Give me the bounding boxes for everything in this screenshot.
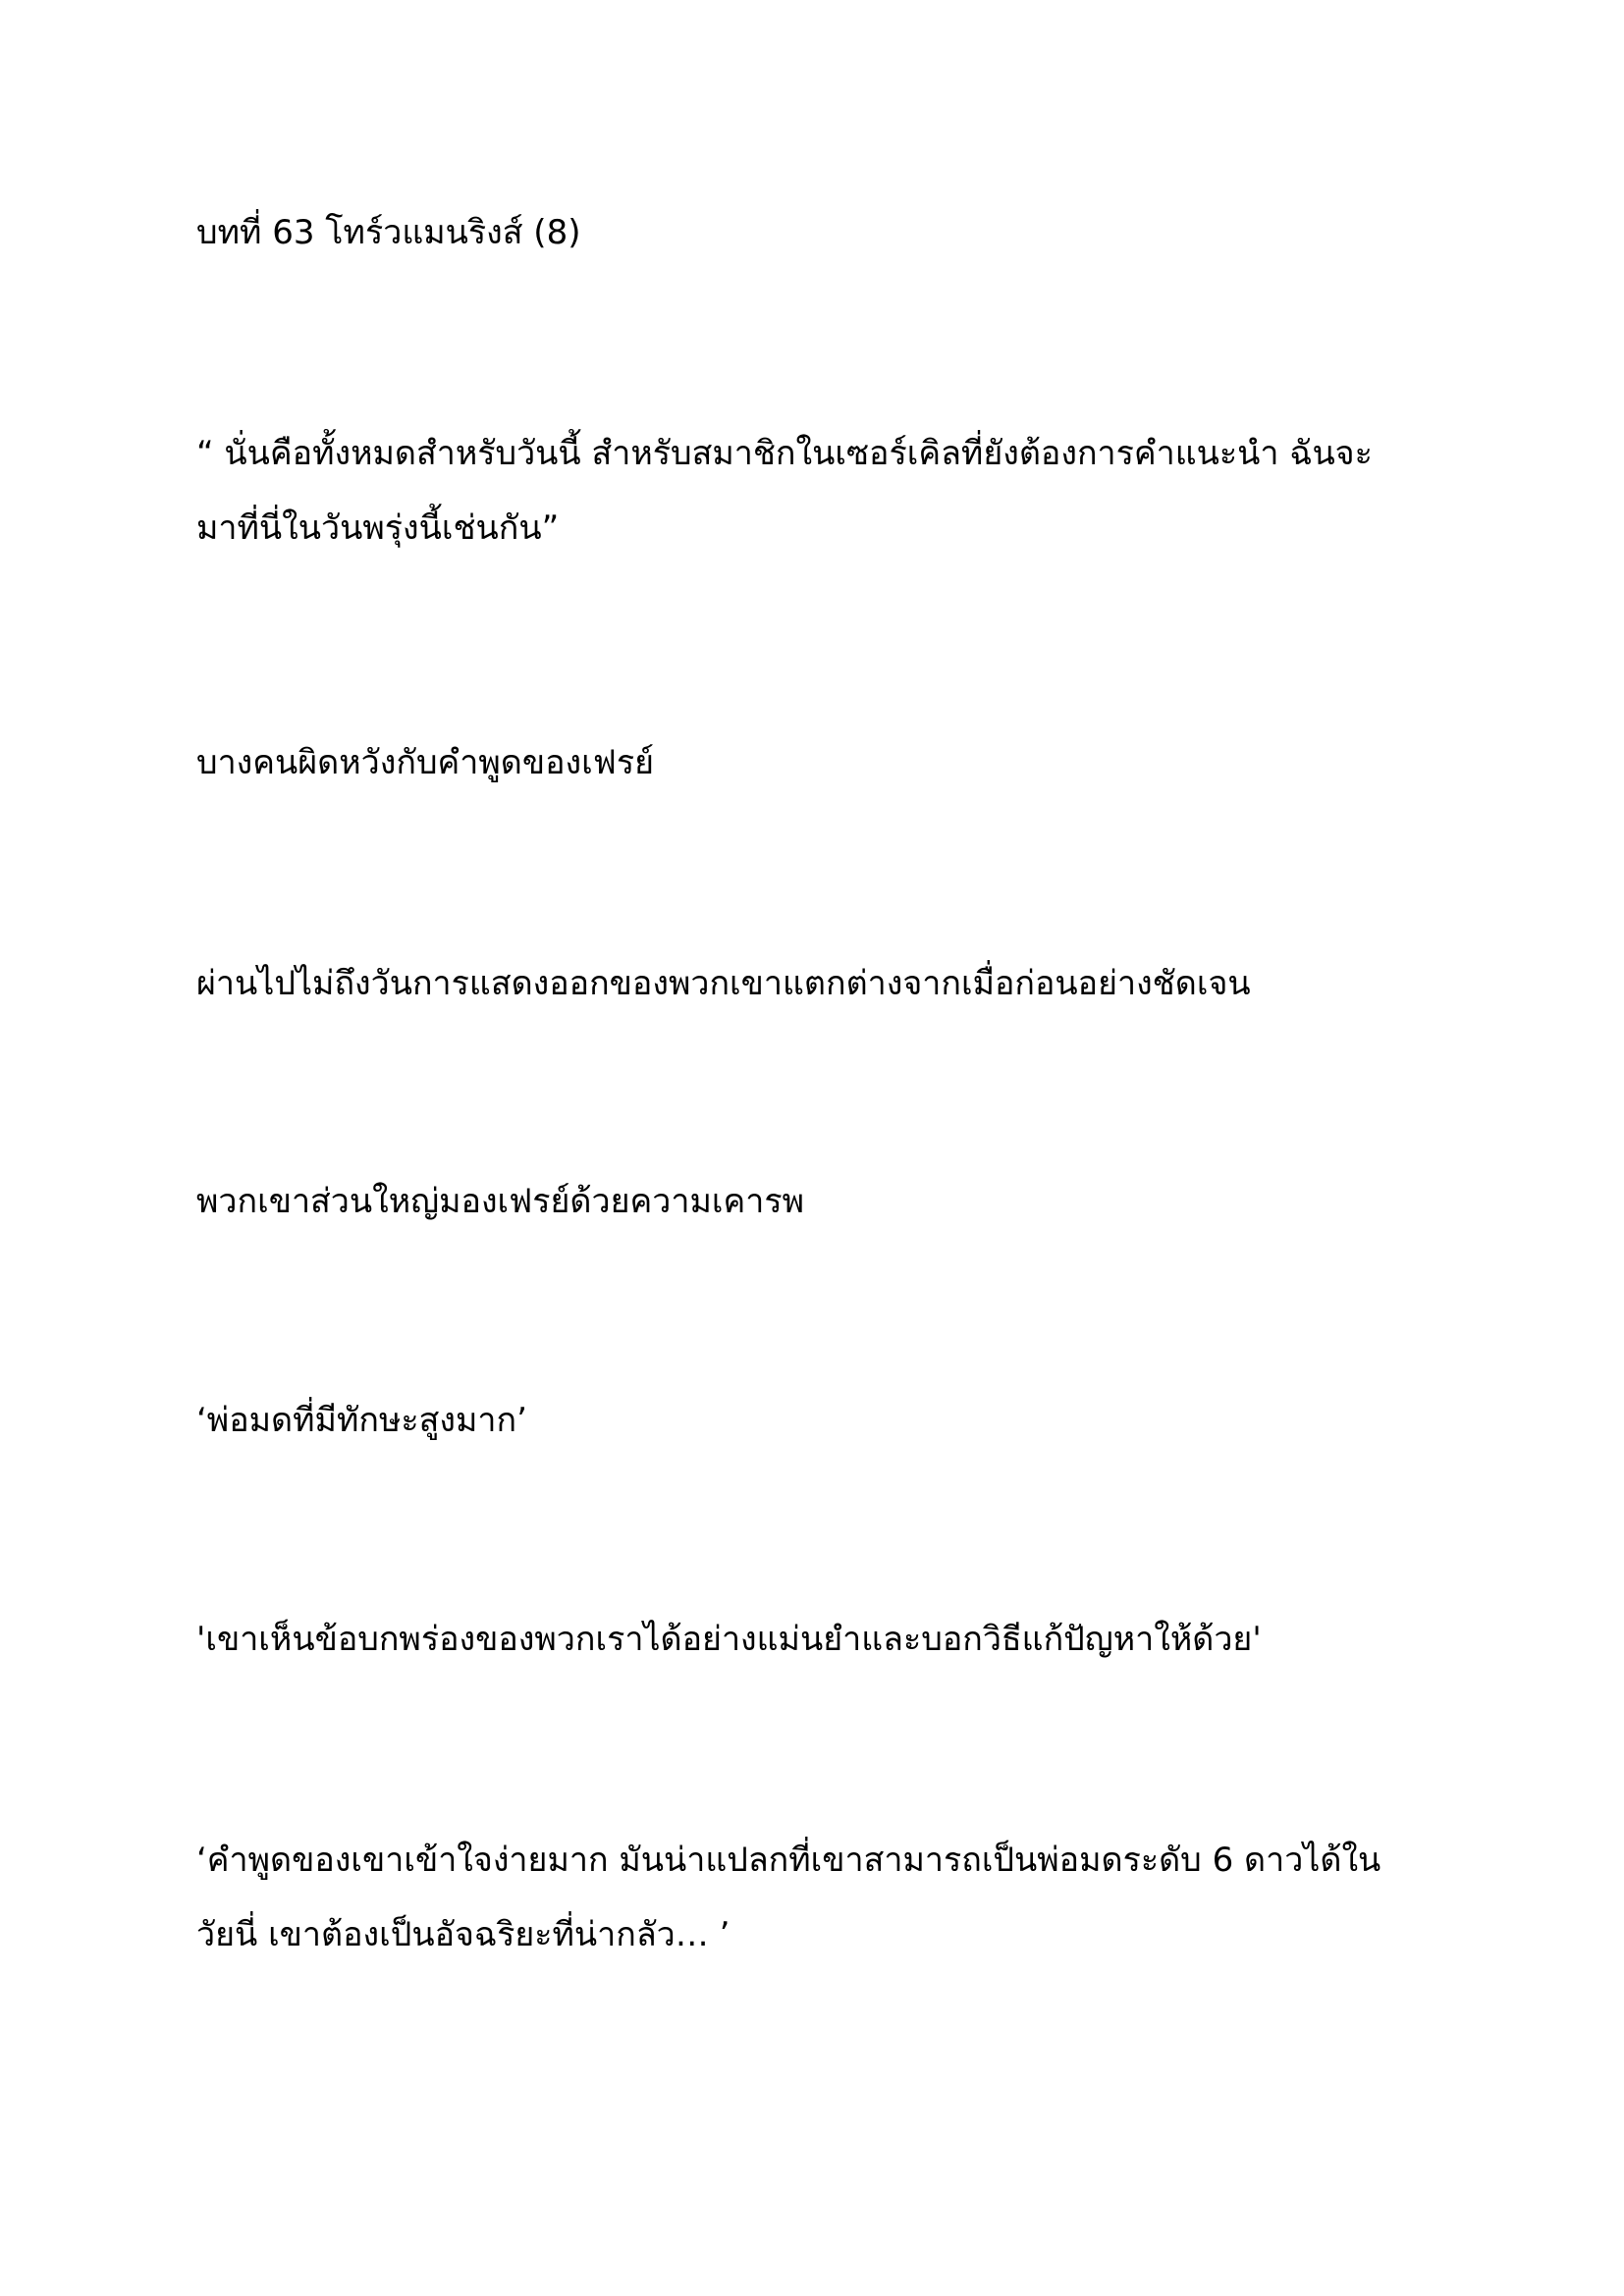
paragraph: มาที่นี่ในวันพรุ่งนี้เช่นกัน”	[196, 508, 560, 548]
paragraph: วัยนี่ เขาต้องเป็นอัจฉริยะที่น่ากลัว… ’	[196, 1915, 731, 1954]
chapter-title: บทที่ 63 โทร์วแมนริงส์ (8)	[196, 213, 581, 252]
paragraph: พวกเขาส่วนใหญ่มองเฟรย์ด้วยความเคารพ	[196, 1182, 804, 1221]
paragraph: “ นั่นคือทั้งหมดสำหรับวันนี้ สำหรับสมาชิกในเซอร์เคิลที่ยังต้องการคำแนะนำ ฉันจะ	[196, 434, 1373, 473]
paragraph: ‘พ่อมดที่มีทักษะสูงมาก’	[196, 1401, 527, 1440]
paragraph: บางคนผิดหวังกับคำพูดของเฟรย์	[196, 743, 655, 782]
paragraph: 'เขาเห็นข้อบกพร่องของพวกเราได้อย่างแม่นยำและบอกวิธีแก้ปัญหาให้ด้วย'	[196, 1620, 1262, 1659]
paragraph: ผ่านไปไม่ถึงวันการแสดงออกของพวกเขาแตกต่างจากเมื่อก่อนอย่างชัดเจน	[196, 964, 1251, 1003]
paragraph: ‘คำพูดของเขาเข้าใจง่ายมาก มันน่าแปลกที่เขาสามารถเป็นพ่อมดระดับ 6 ดาวได้ใน	[196, 1841, 1381, 1880]
